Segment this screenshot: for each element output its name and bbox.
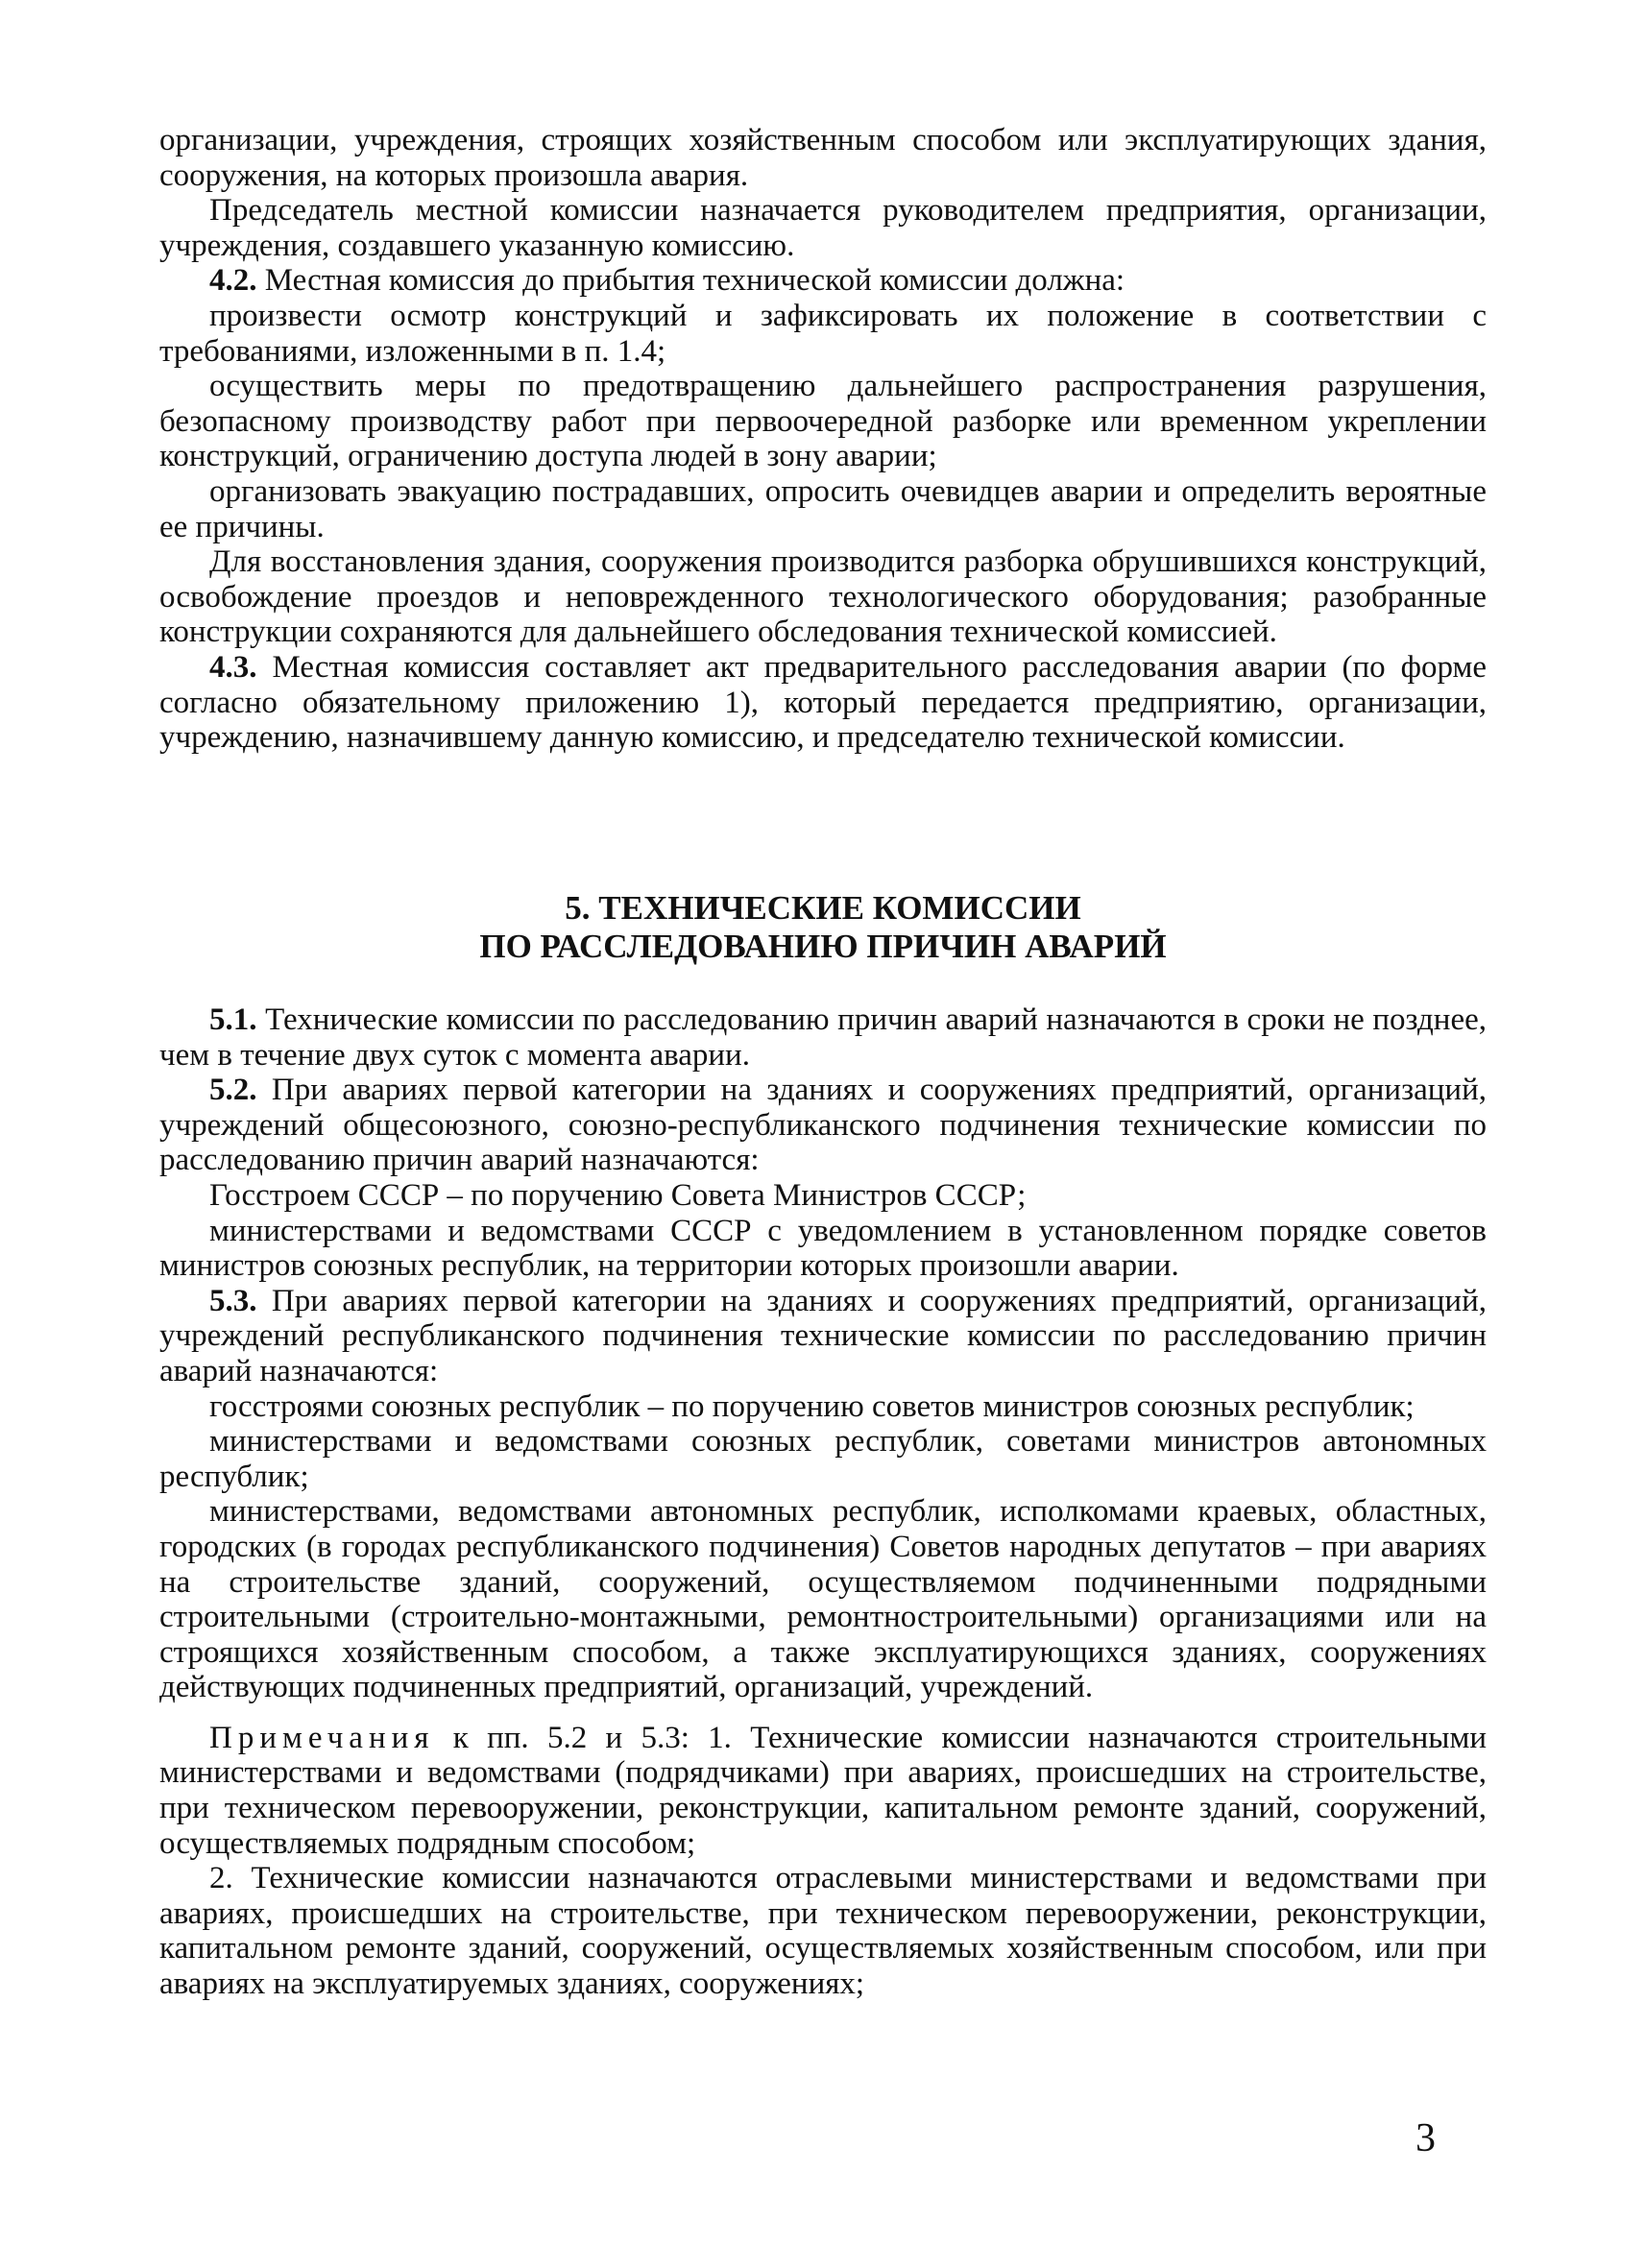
clause-number: 5.3. xyxy=(209,1283,257,1318)
clause-number: 5.1. xyxy=(209,1002,257,1037)
list-item-gosstroy: Госстроем СССР – по поручению Совета Министров СССР; xyxy=(209,1177,1027,1213)
paragraph-restoration: Для восстановления здания, сооружения производится разборка обрушившихся конструкций, освобождение проездов и неповрежденного технологического оборудования; разобранные конструкции сохраняются для дальнейшего обследования технической комиссией. xyxy=(159,544,1487,650)
section-4-continuation xyxy=(159,123,1487,756)
note-label: Примечания xyxy=(209,1720,435,1755)
list-item-gosstroi-republics: госстроями союзных республик – по поручению советов министров союзных республик; xyxy=(209,1388,1415,1424)
clause-text: При авариях первой категории на зданиях и сооружениях предприятий, организаций, учреждений республиканского подчинения технические комиссии по расследованию причин аварий назначаются: xyxy=(159,1283,1487,1388)
paragraph-chairman: Председатель местной комиссии назначается руководителем предприятия, организации, учреждения, создавшего указанную комиссию. xyxy=(159,193,1487,263)
note-1 xyxy=(159,1721,1487,1861)
section-5-body xyxy=(159,1002,1487,2002)
page-number: 3 xyxy=(1415,2116,1436,2160)
clause-text: При авариях первой категории на зданиях и сооружениях предприятий, организаций, учреждений общесоюзного, союзно-республиканского подчинения технические комиссии по расследованию причин аварий назначаются: xyxy=(159,1073,1487,1178)
list-item-ministries-republics: министерствами и ведомствами союзных республик, советами министров автономных республик; xyxy=(159,1424,1487,1494)
section-5-heading-line2: ПО РАССЛЕДОВАНИЮ ПРИЧИН АВАРИЙ xyxy=(479,928,1167,965)
clause-number: 4.3. xyxy=(209,649,257,685)
paragraph-5-3 xyxy=(159,1284,1487,1389)
paragraph-4-1-tail: организации, учреждения, строящих хозяйственным способом или эксплуатирующих здания, сооружения, на которых произошла авария. xyxy=(159,123,1487,193)
paragraph-4-2 xyxy=(159,263,1487,299)
paragraph-5-2 xyxy=(159,1073,1487,1178)
clause-text: Местная комиссия составляет акт предварительного расследования аварии (по форме согласно обязательному приложению 1), который передается предприятию, организации, учреждению, назначившему данную комиссию, и председателю технической комиссии. xyxy=(159,649,1487,756)
section-5-heading xyxy=(159,889,1487,966)
list-item-evacuation: организовать эвакуацию пострадавших, опросить очевидцев аварии и определить вероятные ее причины. xyxy=(159,473,1487,544)
clause-number: 4.2. xyxy=(209,263,257,299)
clause-text: Местная комиссия до прибытия технической комиссии должна: xyxy=(256,263,1125,299)
note-text: к пп. 5.2 и 5.3: 1. Технические комиссии назначаются строительными министерствами и ведомствами (подрядчиками) при авариях, происшедших на строительстве, при техническом перевооружении, реконструкции, капитальном ремонте зданий, сооружений, осуществляемых подрядным способом; xyxy=(159,1720,1487,1861)
list-item-inspect: произвести осмотр конструкций и зафиксировать их положение в соответствии с требованиями, изложенными в п. 1.4; xyxy=(159,298,1487,369)
list-item-measures: осуществить меры по предотвращению дальнейшего распространения разрушения, безопасному производству работ при первоочередной разборке или временном укреплении конструкций, ограничению доступа людей в зону аварии; xyxy=(159,369,1487,474)
paragraph-4-3 xyxy=(159,650,1487,756)
section-5-heading-line1: 5. ТЕХНИЧЕСКИЕ КОМИССИИ xyxy=(565,889,1081,927)
clause-number: 5.2. xyxy=(209,1073,257,1108)
list-item-ministries-ussr: министерствами и ведомствами СССР с уведомлением в установленном порядке советов министров союзных республик, на территории которых произошли аварии. xyxy=(159,1213,1487,1284)
note-2: 2. Технические комиссии назначаются отраслевыми министерствами и ведомствами при авариях, происшедших на строительстве, при техническом перевооружении, реконструкции, капитальном ремонте зданий, сооружений, осуществляемых хозяйственным способом, или при авариях на эксплуатируемых зданиях, сооружениях; xyxy=(159,1861,1487,2002)
list-item-ministries-autonomous: министерствами, ведомствами автономных республик, исполкомами краевых, областных, городских (в городах республиканского подчинения) Советов народных депутатов – при авариях на строительстве зданий, сооружений, осуществляемом подчиненными подрядными строительными (строительно-монтажными, ремонтностроительными) организациями или на строящихся хозяйственным способом, а также эксплуатирующихся зданиях, сооружениях действующих подчиненных предприятий, организаций, учреждений. xyxy=(159,1494,1487,1705)
paragraph-5-1 xyxy=(159,1002,1487,1073)
clause-text: Технические комиссии по расследованию причин аварий назначаются в сроки не позднее, чем в течение двух суток с момента аварии. xyxy=(159,1002,1487,1073)
